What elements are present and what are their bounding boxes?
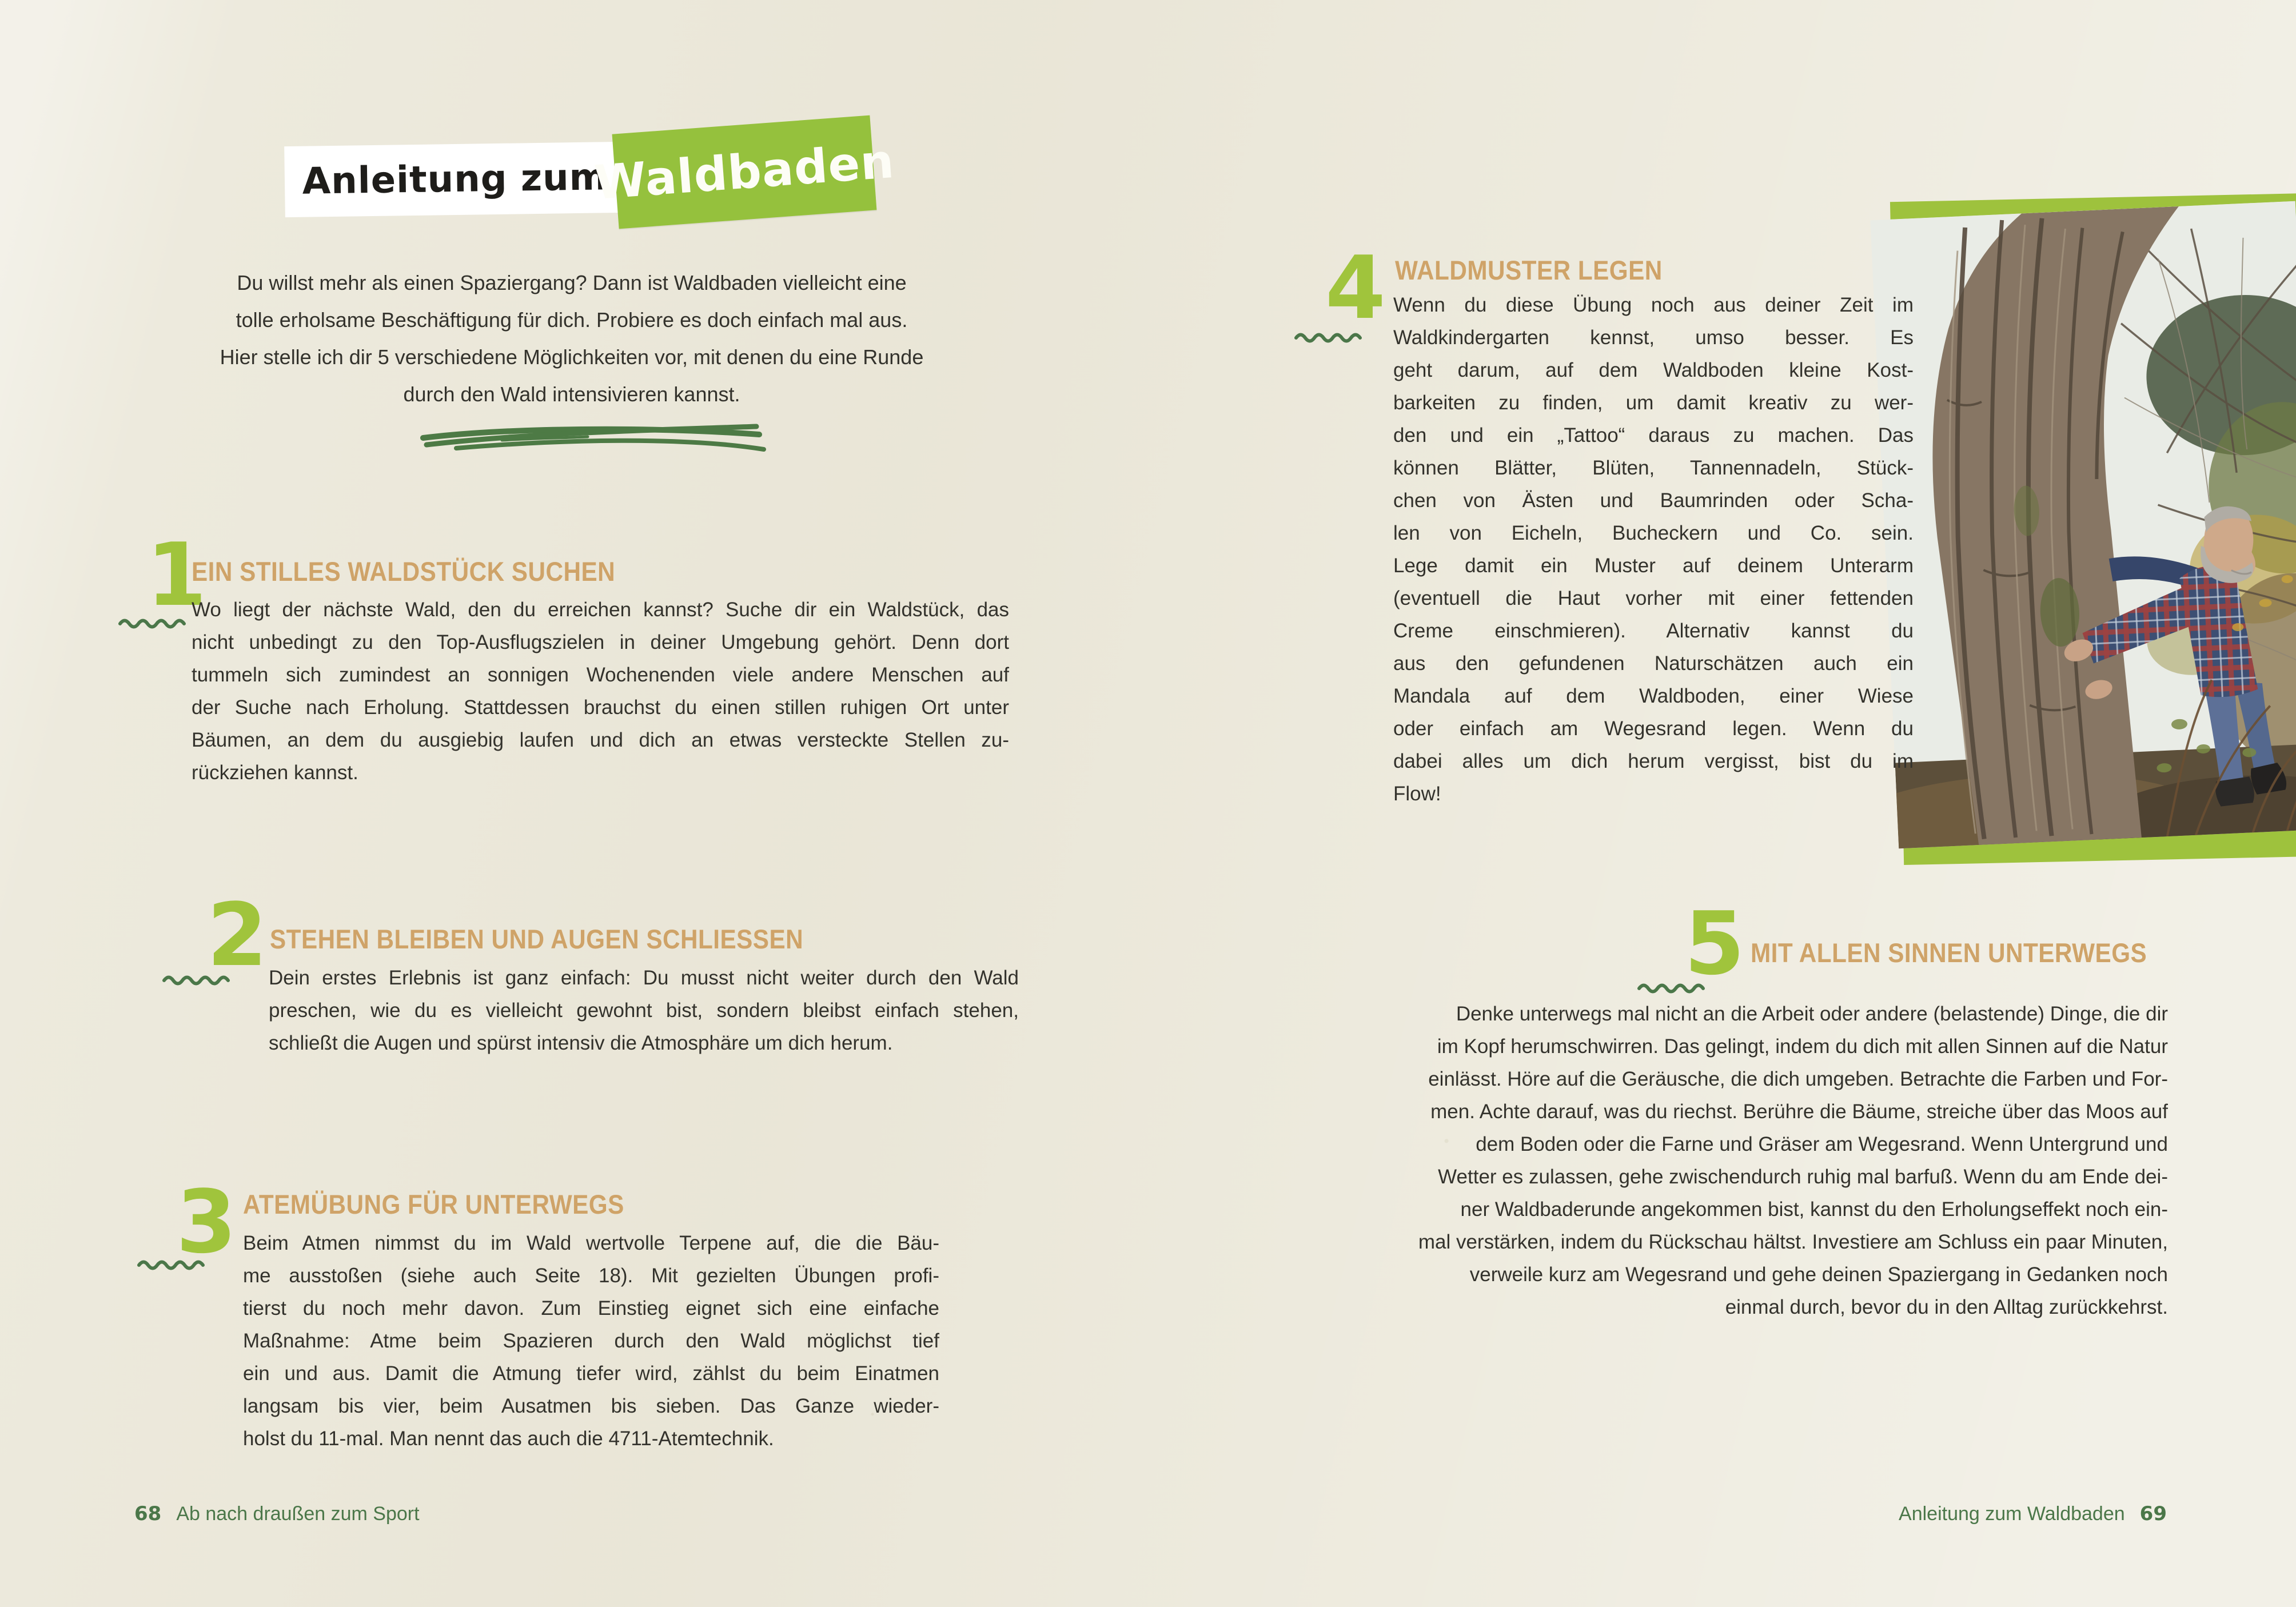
section-5-number: 5	[1684, 893, 1745, 994]
body-line: preschen, wie du es vielleicht gewohnt bist, sondern bleibst einfach stehen,	[269, 999, 1019, 1022]
body-line: nicht unbedingt zu den Top-Ausflugszielen in deiner Umgebung gehört. Denn dort	[192, 631, 1009, 653]
body-line: tierst du noch mehr davon. Zum Einstieg eignet sich eine einfache	[243, 1297, 939, 1319]
body-line: Flow!	[1393, 783, 1441, 805]
section-1-number: 1	[146, 524, 207, 625]
body-line: mal verstärken, indem du Rückschau hältst. Investiere am Schluss ein paar Minuten,	[1418, 1231, 2168, 1253]
body-line: barkeiten zu finden, um damit kreativ zu wer-	[1393, 392, 1914, 414]
body-line: me ausstoßen (siehe auch Seite 18). Mit gezielten Übungen profi-	[243, 1265, 939, 1287]
tree-hug-photo	[1870, 201, 2296, 849]
page-title-highlight: Waldbaden	[592, 134, 896, 210]
body-line: geht darum, auf dem Waldboden kleine Kost-	[1393, 359, 1914, 381]
body-line: Wo liegt der nächste Wald, den du erreichen kannst? Suche dir ein Waldstück, das	[192, 599, 1009, 621]
body-line: tolle erholsame Beschäftigung für dich. Probiere es doch einfach mal aus.	[236, 308, 908, 332]
footer-right	[1899, 1502, 2167, 1525]
body-line: einmal durch, bevor du in den Alltag zurückkehrst.	[1725, 1296, 2168, 1318]
section-2-heading: STEHEN BLEIBEN UND AUGEN SCHLIESSEN	[270, 924, 804, 954]
body-line: im Kopf herumschwirren. Das gelingt, indem du dich mit allen Sinnen auf die Natur	[1437, 1035, 2168, 1058]
body-line: Lege damit ein Muster auf deinem Unterarm	[1393, 555, 1914, 577]
body-line: dabei alles um dich herum vergisst, bist du im	[1393, 750, 1914, 772]
section-2-number: 2	[207, 884, 268, 986]
body-line: Beim Atmen nimmst du im Wald wertvolle Terpene auf, die die Bäu-	[243, 1232, 939, 1254]
body-line: aus den gefundenen Naturschätzen auch ein	[1393, 652, 1914, 675]
section-5-squiggle-icon	[1636, 980, 1711, 995]
page-number-right: 69	[2139, 1502, 2167, 1525]
section-1-heading: EIN STILLES WALDSTÜCK SUCHEN	[192, 556, 616, 587]
body-line: Du willst mehr als einen Spaziergang? Dann ist Waldbaden vielleicht eine	[237, 271, 907, 294]
body-line: Creme einschmieren). Alternativ kannst du	[1393, 620, 1914, 642]
body-line: rückziehen kannst.	[192, 761, 358, 784]
page-number-left: 68	[134, 1502, 162, 1525]
section-2-body	[269, 962, 1019, 1059]
body-line: Waldkindergarten kennst, umso besser. Es	[1393, 326, 1914, 349]
section-2-squiggle-icon	[161, 972, 236, 987]
body-line: durch den Wald intensivieren kannst.	[403, 382, 740, 406]
section-3-squiggle-icon	[136, 1257, 210, 1271]
body-line: len von Eicheln, Bucheckern und Co. sein.	[1393, 522, 1914, 544]
section-3-number: 3	[176, 1171, 237, 1273]
body-line: holst du 11-mal. Man nennt das auch die 4711-Atemtechnik.	[243, 1427, 774, 1450]
body-line: Dein erstes Erlebnis ist ganz einfach: Du musst nicht weiter durch den Wald	[269, 967, 1019, 989]
body-line: einlässt. Höre auf die Geräusche, die dich umgeben. Betrachte die Farben und For-	[1428, 1068, 2168, 1090]
title-highlight-box	[592, 115, 896, 229]
section-4-number: 4	[1325, 237, 1386, 338]
section-1-squiggle-icon	[117, 615, 192, 630]
section-4-heading: WALDMUSTER LEGEN	[1395, 255, 1663, 285]
body-line: men. Achte darauf, was du riechst. Berühre die Bäume, streiche über das Moos auf	[1430, 1100, 2168, 1123]
body-line: den und ein „Tattoo“ daraus zu machen. Das	[1393, 424, 1914, 446]
body-line: ner Waldbaderunde angekommen bist, kannst du den Erholungseffekt noch ein-	[1460, 1198, 2168, 1221]
section-4-squiggle-icon	[1293, 329, 1368, 344]
section-5-heading: MIT ALLEN SINNEN UNTERWEGS	[1751, 938, 2147, 968]
page-title: Anleitung zum	[302, 156, 608, 203]
body-line: Denke unterwegs mal nicht an die Arbeit oder andere (belastende) Dinge, die dir	[1456, 1003, 2168, 1025]
divider-scribble-icon	[416, 417, 771, 463]
body-line: Hier stelle ich dir 5 verschiedene Möglichkeiten vor, mit denen du eine Runde	[220, 345, 924, 369]
body-line: Maßnahme: Atme beim Spazieren durch den Wald möglichst tief	[243, 1330, 939, 1352]
footer-right-label: Anleitung zum Waldbaden	[1899, 1503, 2125, 1525]
intro-paragraph	[69, 264, 1075, 413]
body-line: chen von Ästen und Baumrinden oder Scha-	[1393, 489, 1914, 512]
body-line: tummeln sich zumindest an sonnigen Wochenenden viele andere Menschen auf	[192, 664, 1009, 686]
title-box	[284, 142, 626, 217]
section-4-body	[1393, 289, 1914, 810]
body-line: oder einfach am Wegesrand legen. Wenn du	[1393, 717, 1914, 740]
body-line: ein und aus. Damit die Atmung tiefer wird, zählst du beim Einatmen	[243, 1362, 939, 1385]
section-1-body	[192, 593, 1009, 789]
section-3-heading: ATEMÜBUNG FÜR UNTERWEGS	[243, 1189, 624, 1219]
section-5-body	[1332, 998, 2168, 1323]
body-line: der Suche nach Erholung. Stattdessen brauchst du einen stillen ruhigen Ort unter	[192, 696, 1009, 719]
body-line: verweile kurz am Wegesrand und gehe deinen Spaziergang in Gedanken noch	[1469, 1263, 2168, 1286]
body-line: (eventuell die Haut vorher mit einer fettenden	[1393, 587, 1914, 609]
body-line: dem Boden oder die Farne und Gräser am Wegesrand. Wenn Untergrund und	[1476, 1133, 2168, 1155]
footer-left	[134, 1502, 420, 1525]
section-3-body	[243, 1227, 939, 1455]
body-line: Wetter es zulassen, gehe zwischendurch ruhig mal barfuß. Wenn du am Ende dei-	[1438, 1166, 2168, 1188]
body-line: langsam bis vier, beim Ausatmen bis sieben. Das Ganze wieder-	[243, 1395, 939, 1417]
body-line: schließt die Augen und spürst intensiv die Atmosphäre um dich herum.	[269, 1032, 893, 1054]
body-line: Bäumen, an dem du ausgiebig laufen und dich an etwas versteckte Stellen zu-	[192, 729, 1009, 751]
footer-left-label: Ab nach draußen zum Sport	[176, 1503, 420, 1525]
body-line: Mandala auf dem Waldboden, einer Wiese	[1393, 685, 1914, 707]
body-line: Wenn du diese Übung noch aus deiner Zeit im	[1393, 294, 1914, 316]
body-line: können Blätter, Blüten, Tannennadeln, Stück-	[1393, 457, 1914, 479]
